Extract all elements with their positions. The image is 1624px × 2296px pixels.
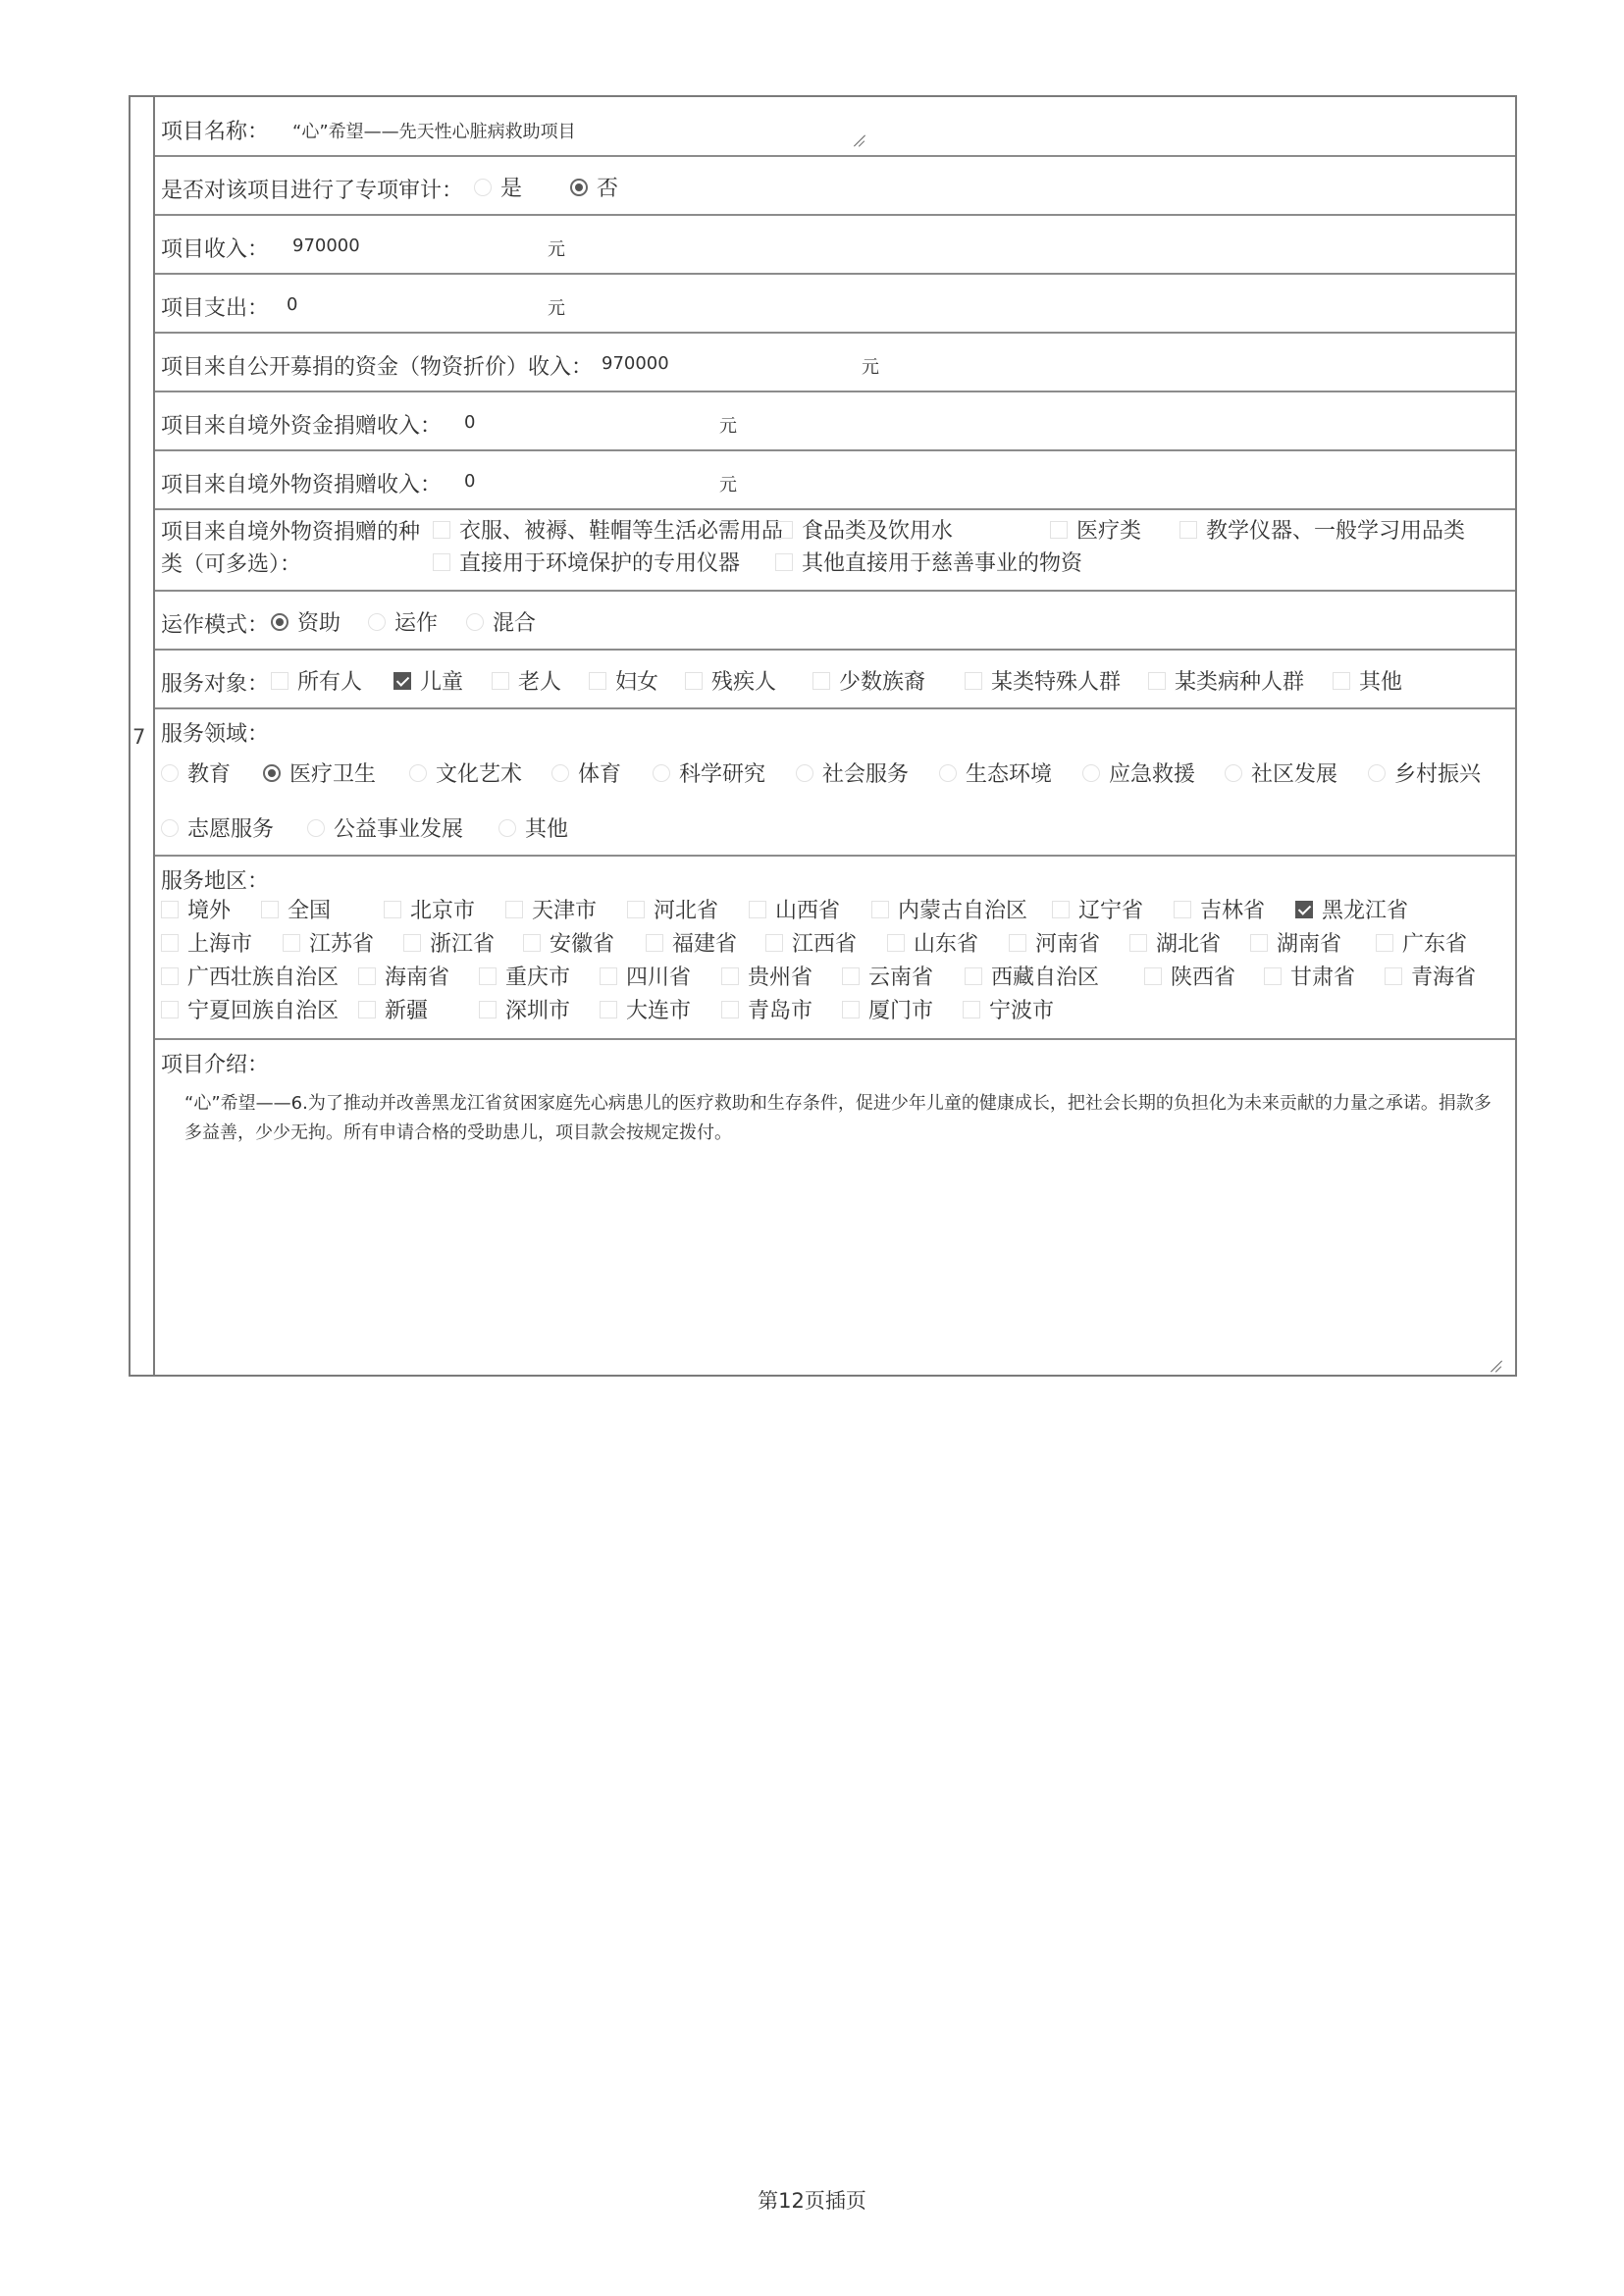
checkbox-icon — [433, 553, 450, 571]
field-sports-radio[interactable]: 体育 — [551, 757, 621, 788]
foreign-funds-label: 项目来自境外资金捐赠收入： — [161, 414, 443, 439]
target-minority-checkbox[interactable]: 少数族裔 — [812, 665, 925, 696]
checkbox-icon — [1179, 521, 1197, 539]
region-label: 陕西省 — [1171, 965, 1236, 990]
target-disease-group-checkbox[interactable]: 某类病种人群 — [1148, 665, 1304, 696]
page-footer: 第12页插页 — [758, 2189, 866, 2213]
target-women-checkbox[interactable]: 妇女 — [589, 665, 658, 696]
region-checkbox[interactable] — [749, 894, 840, 924]
region-checkbox[interactable] — [1376, 927, 1467, 958]
checkbox-icon — [1009, 934, 1026, 952]
region-label: 深圳市 — [505, 999, 571, 1023]
audit-no-radio[interactable]: 否 — [570, 172, 618, 202]
checkbox-icon — [403, 934, 421, 952]
radio-icon — [1368, 764, 1386, 782]
radio-icon — [551, 764, 569, 782]
radio-selected-icon — [271, 613, 288, 631]
region-checkbox[interactable] — [505, 894, 597, 924]
checkbox-icon — [887, 934, 905, 952]
checkbox-icon — [161, 1001, 179, 1018]
checkbox-icon — [871, 901, 889, 918]
region-checkbox[interactable] — [358, 961, 449, 991]
fields-row — [155, 709, 1515, 857]
region-checkbox[interactable] — [161, 961, 339, 991]
checkbox-icon — [1144, 967, 1162, 985]
radio-selected-icon — [570, 179, 588, 196]
region-label: 全国 — [288, 899, 332, 923]
region-checkbox[interactable] — [600, 994, 691, 1024]
region-label: 辽宁省 — [1078, 899, 1144, 923]
checkbox-icon — [721, 967, 739, 985]
region-label: 重庆市 — [505, 965, 571, 990]
field-volunteer-radio[interactable]: 志愿服务 — [161, 812, 274, 843]
region-checkbox[interactable] — [627, 894, 718, 924]
checkbox-icon — [479, 1001, 497, 1018]
target-elderly-checkbox[interactable]: 老人 — [492, 665, 561, 696]
region-checkbox[interactable] — [721, 961, 812, 991]
intro-label: 项目介绍： — [161, 1053, 270, 1077]
checkbox-icon — [842, 1001, 860, 1018]
mode-operate-radio[interactable]: 运作 — [368, 606, 438, 637]
region-label: 甘肃省 — [1290, 965, 1356, 990]
region-checkbox[interactable] — [1295, 894, 1408, 924]
radio-icon — [409, 764, 427, 782]
region-label: 宁波市 — [989, 999, 1055, 1023]
checkbox-icon — [384, 901, 401, 918]
field-culture-radio[interactable]: 文化艺术 — [409, 757, 522, 788]
radio-icon — [161, 819, 179, 837]
checkbox-icon — [600, 967, 617, 985]
project-name-row — [155, 97, 1515, 157]
region-label: 广东省 — [1402, 932, 1468, 957]
region-label: 大连市 — [626, 999, 692, 1023]
foreign-funds-input[interactable]: 0 — [464, 412, 476, 433]
income-row — [155, 216, 1515, 275]
region-label: 广西壮族自治区 — [187, 965, 340, 990]
goods-option-daily[interactable]: 衣服、被褥、鞋帽等生活必需用品 — [433, 514, 783, 545]
region-checkbox[interactable] — [1144, 961, 1235, 991]
checkbox-icon — [1129, 934, 1147, 952]
region-label: 江西省 — [792, 932, 858, 957]
field-social-radio[interactable]: 社会服务 — [796, 757, 909, 788]
field-education-radio[interactable]: 教育 — [161, 757, 231, 788]
checkbox-icon — [523, 934, 541, 952]
checkbox-icon — [775, 521, 793, 539]
foreign-goods-row — [155, 451, 1515, 510]
expense-row — [155, 275, 1515, 334]
checkbox-icon — [283, 934, 300, 952]
goods-types-label-line1: 项目来自境外物资捐赠的种 — [161, 520, 421, 545]
checkbox-icon — [1264, 967, 1282, 985]
goods-option-food[interactable]: 食品类及饮用水 — [775, 514, 953, 545]
target-disabled-checkbox[interactable]: 残疾人 — [685, 665, 776, 696]
intro-text[interactable]: “心”希望——6.为了推动并改善黑龙江省贫困家庭先心病患儿的医疗救助和生存条件，促进少年儿童的健康成长，把社会长期的负担化为未来贡献的力量之承诺。捐款多多益善，少少无拘。所有申请合格的受助患儿，项目款会按规定拨付。 — [184, 1093, 1492, 1143]
checkbox-icon — [505, 901, 523, 918]
radio-selected-icon — [263, 764, 281, 782]
region-checkbox[interactable] — [871, 894, 1027, 924]
region-label: 贵州省 — [748, 965, 813, 990]
region-label: 黑龙江省 — [1322, 899, 1409, 923]
project-form — [129, 95, 1517, 1377]
checkbox-icon — [358, 967, 376, 985]
mode-mixed-radio[interactable]: 混合 — [466, 606, 536, 637]
checkbox-icon — [271, 672, 288, 690]
checkbox-icon — [963, 1001, 980, 1018]
region-label: 山东省 — [914, 932, 979, 957]
radio-icon — [307, 819, 325, 837]
region-checkbox[interactable] — [1009, 927, 1100, 958]
region-checkbox[interactable] — [261, 894, 331, 924]
resize-handle-icon[interactable] — [851, 132, 866, 148]
public-income-row — [155, 334, 1515, 392]
region-checkbox[interactable] — [523, 927, 614, 958]
public-income-unit: 元 — [862, 357, 879, 378]
region-checkbox[interactable] — [1250, 927, 1341, 958]
audit-yes-radio[interactable]: 是 — [474, 172, 522, 202]
region-checkbox[interactable] — [479, 961, 570, 991]
checkbox-icon — [685, 672, 703, 690]
region-label: 西藏自治区 — [991, 965, 1100, 990]
region-checkbox[interactable] — [479, 994, 570, 1024]
mode-grant-radio[interactable]: 资助 — [271, 606, 341, 637]
checkbox-icon — [479, 967, 497, 985]
field-community-radio[interactable]: 社区发展 — [1225, 757, 1337, 788]
goods-option-education[interactable]: 教学仪器、一般学习用品类 — [1179, 514, 1465, 545]
radio-icon — [653, 764, 670, 782]
checkbox-icon — [765, 934, 783, 952]
checkbox-icon — [1052, 901, 1070, 918]
region-label: 北京市 — [410, 899, 476, 923]
expense-label: 项目支出： — [161, 296, 270, 321]
target-children-checkbox[interactable]: 儿童 — [393, 665, 463, 696]
region-checkbox[interactable] — [600, 961, 691, 991]
region-label: 宁夏回族自治区 — [187, 999, 340, 1023]
goods-types-row — [155, 510, 1515, 592]
checkbox-checked-icon — [1295, 901, 1313, 918]
resize-handle-icon[interactable] — [1488, 1358, 1503, 1374]
income-unit: 元 — [548, 239, 565, 260]
goods-option-medical[interactable]: 医疗类 — [1050, 514, 1141, 545]
region-checkbox[interactable] — [403, 927, 495, 958]
expense-input[interactable]: 0 — [287, 294, 298, 315]
region-checkbox[interactable] — [963, 994, 1054, 1024]
row-number-column — [131, 97, 155, 1375]
checkbox-icon — [1376, 934, 1393, 952]
region-label: 新疆 — [385, 999, 429, 1023]
radio-icon — [368, 613, 386, 631]
region-label: 江苏省 — [309, 932, 375, 957]
target-other-checkbox[interactable]: 其他 — [1333, 665, 1402, 696]
checkbox-icon — [842, 967, 860, 985]
region-checkbox[interactable] — [887, 927, 978, 958]
foreign-funds-unit: 元 — [719, 416, 737, 437]
region-checkbox[interactable] — [646, 927, 737, 958]
region-label: 河南省 — [1035, 932, 1101, 957]
row-number: 7 — [132, 725, 146, 749]
checkbox-icon — [589, 672, 606, 690]
region-checkbox[interactable] — [161, 894, 231, 924]
income-input[interactable]: 970000 — [292, 235, 360, 256]
region-checkbox[interactable] — [1052, 894, 1143, 924]
region-label: 湖北省 — [1156, 932, 1222, 957]
targets-row — [155, 651, 1515, 709]
region-label: 安徽省 — [550, 932, 615, 957]
region-checkbox[interactable] — [842, 961, 933, 991]
checkbox-icon — [1385, 967, 1402, 985]
radio-icon — [1082, 764, 1100, 782]
radio-icon — [939, 764, 957, 782]
goods-option-environment[interactable]: 直接用于环境保护的专用仪器 — [433, 547, 740, 577]
radio-icon — [466, 613, 484, 631]
checkbox-icon — [965, 967, 982, 985]
checkbox-icon — [433, 521, 450, 539]
field-science-radio[interactable]: 科学研究 — [653, 757, 765, 788]
region-label: 境外 — [187, 899, 232, 923]
foreign-goods-unit: 元 — [719, 475, 737, 496]
checkbox-icon — [749, 901, 766, 918]
radio-icon — [498, 819, 516, 837]
field-emergency-radio[interactable]: 应急救援 — [1082, 757, 1195, 788]
mode-row — [155, 592, 1515, 651]
checkbox-icon — [161, 934, 179, 952]
region-label: 山西省 — [775, 899, 841, 923]
region-checkbox[interactable] — [384, 894, 475, 924]
radio-icon — [161, 764, 179, 782]
target-special-group-checkbox[interactable]: 某类特殊人群 — [965, 665, 1121, 696]
checkbox-icon — [161, 901, 179, 918]
mode-label: 运作模式： — [161, 613, 270, 638]
region-checkbox[interactable] — [965, 961, 1099, 991]
targets-label: 服务对象： — [161, 672, 270, 697]
checkbox-icon — [1148, 672, 1166, 690]
radio-icon — [796, 764, 813, 782]
checkbox-icon — [358, 1001, 376, 1018]
checkbox-icon — [721, 1001, 739, 1018]
checkbox-icon — [600, 1001, 617, 1018]
goods-types-label-line2: 类（可多选）： — [161, 552, 302, 577]
project-name-input[interactable]: “心”希望——先天性心脏病救助项目 — [292, 122, 576, 142]
checkbox-icon — [812, 672, 830, 690]
checkbox-icon — [1050, 521, 1068, 539]
income-label: 项目收入： — [161, 237, 270, 262]
field-public-welfare-radio[interactable]: 公益事业发展 — [307, 812, 463, 843]
checkbox-icon — [1250, 934, 1268, 952]
regions-row — [155, 857, 1515, 1040]
audit-row — [155, 157, 1515, 216]
checkbox-icon — [965, 672, 982, 690]
checkbox-icon — [1333, 672, 1350, 690]
radio-icon — [474, 179, 492, 196]
public-income-label: 项目来自公开募捐的资金（物资折价）收入： — [161, 355, 594, 380]
public-income-input[interactable]: 970000 — [602, 353, 669, 374]
target-all-checkbox[interactable]: 所有人 — [271, 665, 362, 696]
region-checkbox[interactable] — [765, 927, 857, 958]
region-label: 福建省 — [672, 932, 738, 957]
region-label: 湖南省 — [1277, 932, 1342, 957]
checkbox-icon — [492, 672, 509, 690]
project-name-label: 项目名称： — [161, 120, 270, 144]
region-checkbox[interactable] — [721, 994, 812, 1024]
checkbox-icon — [161, 967, 179, 985]
region-checkbox[interactable] — [358, 994, 428, 1024]
checkbox-icon — [775, 553, 793, 571]
regions-label: 服务地区： — [161, 869, 270, 894]
field-health-radio[interactable]: 医疗卫生 — [263, 757, 376, 788]
intro-row — [155, 1040, 1515, 1377]
audit-label: 是否对该项目进行了专项审计： — [161, 179, 464, 203]
region-label: 河北省 — [654, 899, 719, 923]
region-label: 青岛市 — [748, 999, 813, 1023]
checkbox-icon — [646, 934, 663, 952]
region-label: 吉林省 — [1200, 899, 1266, 923]
region-checkbox[interactable] — [283, 927, 374, 958]
region-label: 厦门市 — [868, 999, 934, 1023]
region-label: 浙江省 — [430, 932, 496, 957]
expense-unit: 元 — [548, 298, 565, 319]
field-ecology-radio[interactable]: 生态环境 — [939, 757, 1052, 788]
region-label: 四川省 — [626, 965, 692, 990]
form-content — [155, 97, 1515, 1375]
region-label: 天津市 — [532, 899, 598, 923]
foreign-goods-label: 项目来自境外物资捐赠收入： — [161, 473, 443, 497]
region-checkbox[interactable] — [1385, 961, 1476, 991]
field-other-radio[interactable]: 其他 — [498, 812, 568, 843]
foreign-goods-input[interactable]: 0 — [464, 471, 476, 492]
region-label: 青海省 — [1411, 965, 1477, 990]
fields-label: 服务领域： — [161, 722, 270, 747]
checkbox-checked-icon — [393, 672, 411, 690]
region-label: 海南省 — [385, 965, 450, 990]
region-label: 内蒙古自治区 — [898, 899, 1028, 923]
checkbox-icon — [261, 901, 279, 918]
radio-icon — [1225, 764, 1242, 782]
field-rural-radio[interactable]: 乡村振兴 — [1368, 757, 1481, 788]
region-label: 上海市 — [187, 932, 253, 957]
region-label: 云南省 — [868, 965, 934, 990]
region-checkbox[interactable] — [1264, 961, 1355, 991]
checkbox-icon — [1174, 901, 1191, 918]
region-checkbox[interactable] — [161, 994, 339, 1024]
goods-option-other[interactable]: 其他直接用于慈善事业的物资 — [775, 547, 1082, 577]
region-checkbox[interactable] — [1129, 927, 1221, 958]
checkbox-icon — [627, 901, 645, 918]
foreign-funds-row — [155, 392, 1515, 451]
region-checkbox[interactable] — [161, 927, 252, 958]
region-checkbox[interactable] — [1174, 894, 1265, 924]
region-checkbox[interactable] — [842, 994, 933, 1024]
